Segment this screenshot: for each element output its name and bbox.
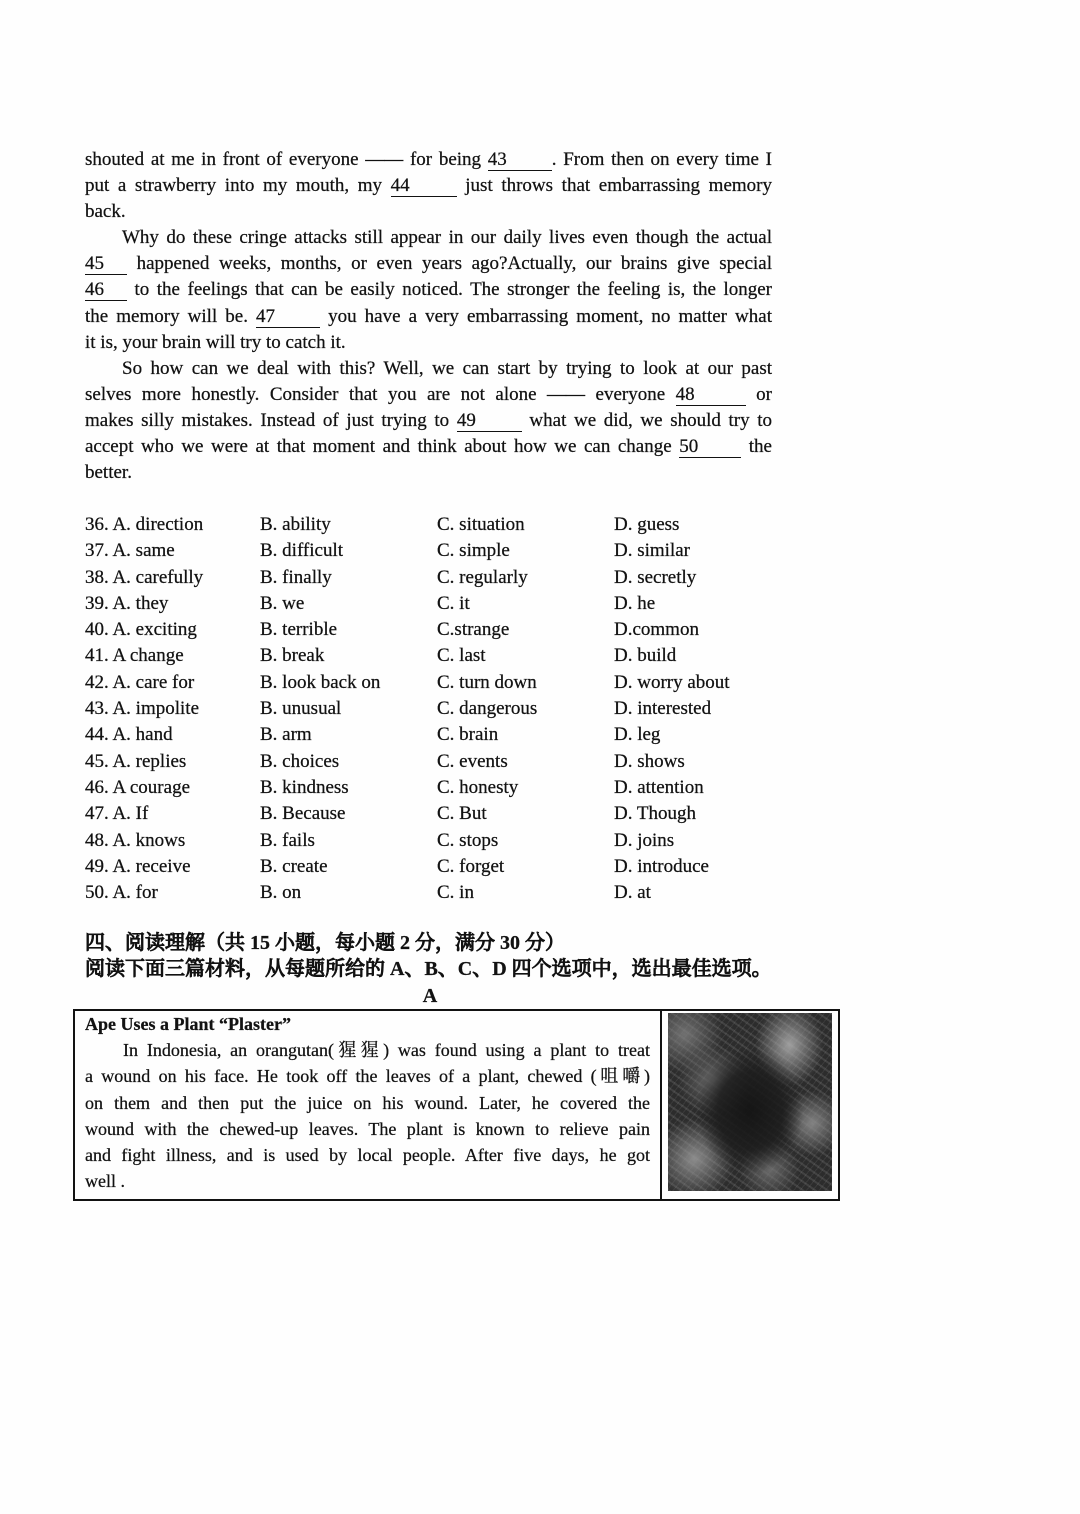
option-a-cell	[85, 643, 184, 669]
question-number: 49.	[85, 855, 109, 877]
passage-text: just throws that embarrassing memory	[456, 175, 772, 197]
option-row	[85, 749, 785, 775]
passage-line	[85, 382, 772, 408]
option-c: C. turn down	[437, 671, 537, 693]
passage-text: So how can we deal with this? Well, we can start by trying to look at our past	[122, 357, 772, 379]
passage-line	[85, 199, 772, 225]
option-c: C. honesty	[437, 776, 519, 798]
question-number: 37.	[85, 540, 109, 562]
passage-text: shouted at me in front of everyone —— for being	[85, 149, 488, 170]
option-a-cell	[85, 880, 158, 906]
option-b: B. ability	[260, 514, 331, 535]
article-a-text	[85, 1011, 650, 1194]
passage-line	[85, 277, 772, 303]
option-a: A. knows	[112, 829, 186, 851]
article-line: on them and then put the juice on his wound. Later, he covered the	[85, 1092, 650, 1113]
option-a-cell	[85, 617, 197, 643]
option-row	[85, 643, 785, 669]
option-b: B. fails	[260, 829, 315, 851]
section-instruction: 阅读下面三篇材料，从每题所给的 A、B、C、D 四个选项中，选出最佳选项。	[85, 958, 772, 980]
question-number: 50.	[85, 882, 109, 904]
option-b: B. terrible	[260, 619, 338, 641]
option-a: A. If	[112, 803, 149, 825]
option-c: C. last	[437, 645, 486, 667]
option-b: B. Because	[260, 803, 346, 825]
passage-line	[85, 408, 772, 434]
passage-text: happened weeks, months, or even years ago?Actually, our brains give special	[127, 253, 772, 275]
option-row	[85, 512, 785, 538]
option-a-cell	[85, 749, 186, 775]
option-row	[85, 696, 785, 722]
option-a: A. care for	[112, 671, 195, 693]
option-d: D. secretly	[614, 566, 697, 588]
option-a: A. replies	[112, 750, 187, 772]
option-a: A. exciting	[112, 619, 197, 641]
options-table	[85, 512, 785, 906]
option-a-cell	[85, 512, 203, 538]
passage-text: the memory will be.	[85, 305, 257, 327]
passage-line	[85, 434, 772, 460]
passage-text: the	[741, 436, 772, 458]
question-number: 48.	[85, 829, 109, 851]
blank-49: 49	[457, 411, 522, 432]
passage-text: accept who we were at that moment and think about how we can change	[85, 436, 680, 458]
option-a-cell	[85, 670, 194, 696]
option-c: C. But	[437, 803, 487, 825]
option-row	[85, 617, 785, 643]
passage-text: you have a very embarrassing moment, no matter what	[320, 305, 772, 327]
passage-text: better.	[85, 462, 132, 484]
option-a-cell	[85, 565, 203, 591]
option-a-cell	[85, 854, 191, 880]
article-line: In Indonesia, an orangutan(猩猩) was found using a plant to treat	[123, 1040, 650, 1061]
option-a: A change	[112, 645, 184, 667]
option-c: C.strange	[437, 619, 510, 641]
orangutan-photo	[668, 1013, 832, 1191]
question-number: 43.	[85, 698, 109, 720]
question-number: 47.	[85, 803, 109, 825]
option-a: A. same	[112, 540, 175, 562]
article-line: well .	[85, 1171, 125, 1192]
passage-text: makes silly mistakes. Instead of just trying to	[85, 409, 457, 431]
passage-text: to the feelings that can be easily noticed. The stronger the feeling is, the longer	[127, 279, 772, 301]
option-a-cell	[85, 538, 175, 564]
passage-text: back.	[85, 201, 126, 223]
option-row	[85, 538, 785, 564]
option-c: C. it	[437, 592, 470, 614]
option-c: C. events	[437, 750, 508, 772]
question-number: 40.	[85, 619, 109, 641]
question-number: 36.	[85, 514, 109, 535]
option-d: D. leg	[614, 724, 661, 746]
option-row	[85, 801, 785, 827]
cloze-passage	[85, 147, 772, 486]
option-b: B. difficult	[260, 540, 344, 562]
article-line: and fight illness, and is used by local people. After five days, he got	[85, 1144, 650, 1165]
blank-43: 43	[488, 150, 552, 171]
question-number: 41.	[85, 645, 109, 667]
blank-48: 48	[676, 385, 746, 406]
option-a: A. carefully	[112, 566, 204, 588]
section-heading: 四、阅读理解（共 15 小题，每小题 2 分，满分 30 分）	[85, 932, 565, 954]
passage-text: . From then on every time I	[551, 149, 772, 170]
option-b: B. arm	[260, 724, 312, 746]
option-a: A. hand	[112, 724, 173, 746]
passage-line	[85, 304, 772, 330]
option-c: C. in	[437, 882, 474, 904]
option-a: A. for	[112, 882, 158, 904]
box-divider	[660, 1011, 662, 1199]
option-c: C. simple	[437, 540, 510, 562]
option-c: C. brain	[437, 724, 499, 746]
option-d: D. similar	[614, 540, 690, 562]
question-number: 38.	[85, 566, 109, 588]
question-number: 45.	[85, 750, 109, 772]
blank-47: 47	[256, 307, 320, 328]
passage-line	[85, 251, 772, 277]
passage-text: Why do these cringe attacks still appear in our daily lives even though the actual	[122, 227, 772, 249]
option-b: B. choices	[260, 750, 340, 772]
option-row	[85, 828, 785, 854]
blank-50: 50	[679, 437, 741, 458]
option-d: D. he	[614, 592, 656, 614]
option-b: B. break	[260, 645, 325, 667]
option-c: C. stops	[437, 829, 499, 851]
option-a: A. impolite	[112, 698, 200, 720]
blank-45: 45	[85, 254, 127, 275]
option-c: C. regularly	[437, 566, 528, 588]
option-row	[85, 775, 785, 801]
option-d: D. shows	[614, 750, 685, 772]
option-d: D. interested	[614, 698, 712, 720]
article-line: wound with the chewed-up leaves. The plant is known to relieve pain	[85, 1118, 650, 1139]
article-a-box	[73, 1009, 840, 1201]
option-a: A. direction	[112, 514, 204, 535]
option-row	[85, 854, 785, 880]
option-d: D. introduce	[614, 855, 709, 877]
option-b: B. we	[260, 592, 305, 614]
option-a: A. they	[112, 592, 169, 614]
passage-text: it is, your brain will try to catch it.	[85, 331, 346, 353]
option-d: D. guess	[614, 514, 680, 535]
part-label: A	[422, 985, 438, 1007]
option-a-cell	[85, 801, 148, 827]
option-a-cell	[85, 696, 199, 722]
option-c: C. dangerous	[437, 698, 538, 720]
option-a: A. receive	[112, 855, 191, 877]
question-number: 44.	[85, 724, 109, 746]
option-b: B. on	[260, 882, 302, 904]
passage-text: or	[745, 383, 772, 405]
option-row	[85, 565, 785, 591]
option-a-cell	[85, 775, 190, 801]
question-number: 39.	[85, 592, 109, 614]
passage-line	[85, 147, 772, 173]
question-number: 42.	[85, 671, 109, 693]
option-b: B. kindness	[260, 776, 349, 798]
option-a-cell	[85, 828, 185, 854]
option-d: D. Though	[614, 803, 696, 825]
option-d: D. worry about	[614, 671, 730, 693]
option-d: D. joins	[614, 829, 675, 851]
option-d: D. attention	[614, 776, 704, 798]
option-d: D. at	[614, 882, 651, 904]
article-title: Ape Uses a Plant “Plaster”	[85, 1014, 291, 1034]
option-d: D.common	[614, 619, 699, 641]
option-b: B. look back on	[260, 671, 381, 693]
passage-line	[85, 225, 772, 251]
option-row	[85, 722, 785, 748]
option-row	[85, 670, 785, 696]
passage-line	[85, 330, 772, 356]
option-a-cell	[85, 591, 168, 617]
option-row	[85, 591, 785, 617]
option-c: C. forget	[437, 855, 505, 877]
option-d: D. build	[614, 645, 677, 667]
passage-text: put a strawberry into my mouth, my	[85, 175, 391, 197]
option-b: B. unusual	[260, 698, 342, 720]
blank-46: 46	[85, 280, 127, 301]
option-c: C. situation	[437, 514, 525, 535]
article-line: a wound on his face. He took off the leaves of a plant, chewed (咀嚼)	[85, 1066, 650, 1087]
question-number: 46.	[85, 776, 109, 798]
blank-44: 44	[391, 176, 457, 197]
passage-line	[85, 173, 772, 199]
option-a-cell	[85, 722, 173, 748]
option-row	[85, 880, 785, 906]
option-b: B. finally	[260, 566, 332, 588]
passage-line	[85, 460, 772, 486]
passage-line	[85, 356, 772, 382]
option-b: B. create	[260, 855, 328, 877]
passage-text: selves more honestly. Consider that you are not alone —— everyone	[85, 383, 676, 405]
option-a: A courage	[112, 776, 191, 798]
passage-text: what we did, we should try to	[521, 409, 773, 431]
